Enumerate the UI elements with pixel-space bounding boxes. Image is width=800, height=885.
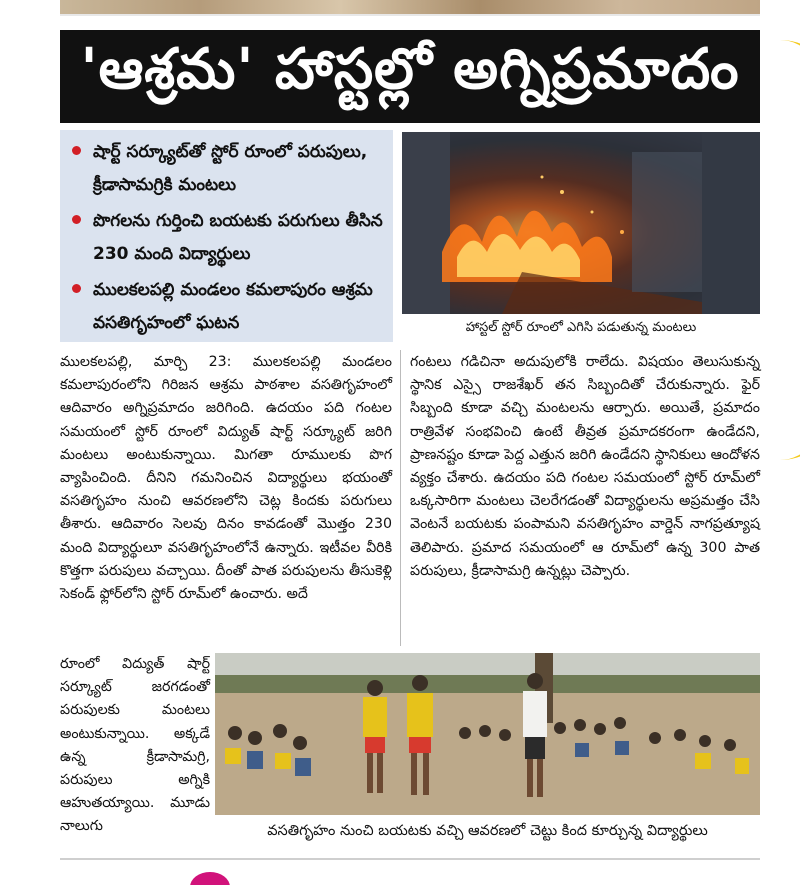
bottom-divider — [60, 858, 760, 860]
highlight-item — [70, 274, 383, 340]
bullet-icon — [72, 146, 81, 155]
students-photo — [215, 653, 760, 815]
highlight-text: పొగలను గుర్తించి బయటకు పరుగులు తీసిన 230 మంది విద్యార్థులు — [93, 211, 383, 264]
students-photo-caption: వసతిగృహం నుంచి బయటకు వచ్చి ఆవరణలో చెట్టు కింద కూర్చున్న విద్యార్థులు — [267, 823, 708, 839]
article-column-3 — [60, 653, 210, 839]
headline: 'ఆశ్రమ' హాస్టల్లో అగ్నిప్రమాదం — [60, 30, 760, 123]
bullet-icon — [72, 284, 81, 293]
highlight-item — [70, 136, 383, 202]
highlight-text: షార్ట్ సర్క్యూట్‌తో స్టోర్ రూంలో పరుపులు, క్రీడాసామగ్రికి మంటలు — [93, 142, 368, 195]
fire-photo — [402, 132, 760, 314]
highlights-box — [60, 130, 393, 342]
bullet-icon — [72, 215, 81, 224]
article-text: గంటలు గడిచినా అదుపులోకి రాలేదు. విషయం తెలుసుకున్న స్థానిక ఎస్సై రాజశేఖర్ తన సిబ్బందితో చేరుకున్నారు. ఫైర్ సిబ్బంది కూడా వచ్చి మంటలను ఆర్పారు. అయితే, ప్రమాదం రాత్రివేళ సంభవించి ఉంటే తీవ్రత ప్రమాదకరంగా ఉండేదని, ప్రాణనష్టం కూడా పెద్ద ఎత్తున జరిగి ఉండేదని స్థానికులు ఆందోళన వ్యక్తం చేశారు. ఉదయం పది గంటల సమయంలో స్టోర్ రూమ్‌లో ఒక్కసారిగా మంటలు చెలరేగడంతో విద్యార్థులను అప్రమత్తం చేసి వెంటనే బయటకు పంపామని వసతిగృహం వార్డెన్ నాగప్రత్యూష తెలిపారు. ప్రమాద సమయంలో ఆ రూమ్‌లో ఉన్న 300 పాత పరుపులు, క్రీడాసామగ్రి ఉన్నట్లు చెప్పారు. — [410, 354, 760, 579]
students-illustration — [215, 653, 760, 815]
article-column-2 — [410, 351, 760, 583]
column-divider — [400, 350, 401, 646]
article-text: రూంలో విద్యుత్ షార్ట్ సర్క్యూట్ జరగడంతో పరుపులకు మంటలు అంటుకున్నాయి. అక్కడే ఉన్న క్రీడాసామగ్రి, పరుపులు అగ్నికి ఆహుతయ్యాయి. మూడు నాలుగు — [60, 656, 210, 835]
fire-illustration — [402, 132, 760, 314]
previous-article-image-strip — [60, 0, 760, 16]
article-text: ములకలపల్లి, మార్చి 23: ములకలపల్లి మండలం కమలాపురంలోని గిరిజన ఆశ్రమ పాఠశాల వసతిగృహంలో ఆదివారం అగ్నిప్రమాదం జరిగింది. ఉదయం పది గంటల సమయంలో స్టోర్ రూంలో విద్యుత్ షార్ట్ సర్క్యూట్ జరిగి మంటలు అంటుకున్నాయి. మిగతా రూములకు పొగ వ్యాపించింది. దీనిని గమనించిన విద్యార్థులు భయంతో వసతిగృహం నుంచి ఆవరణలోని చెట్ల కిందకు పరుగులు తీశారు. ఆదివారం సెలవు దినం కావడంతో మొత్తం 230 మంది విద్యార్థులూ వసతిగృహంలోనే ఉన్నారు. ఇటీవల వీరికి కొత్తగా పరుపులు వచ్చాయి. దీంతో పాత పరుపులను తీసుకెళ్లి సెకండ్ ఫ్లోర్‌లోని స్టోర్ రూమ్‌లో ఉంచారు. అదే — [60, 354, 392, 603]
fire-photo-caption: హాస్టల్ స్టోర్ రూంలో ఎగిసి పడుతున్న మంటలు — [465, 320, 697, 335]
article-column-1 — [60, 351, 392, 606]
highlight-item — [70, 205, 383, 271]
next-article-graphic — [190, 872, 230, 885]
highlight-text: ములకలపల్లి మండలం కమలాపురం ఆశ్రమ వసతిగృహంలో ఘటన — [93, 280, 373, 333]
